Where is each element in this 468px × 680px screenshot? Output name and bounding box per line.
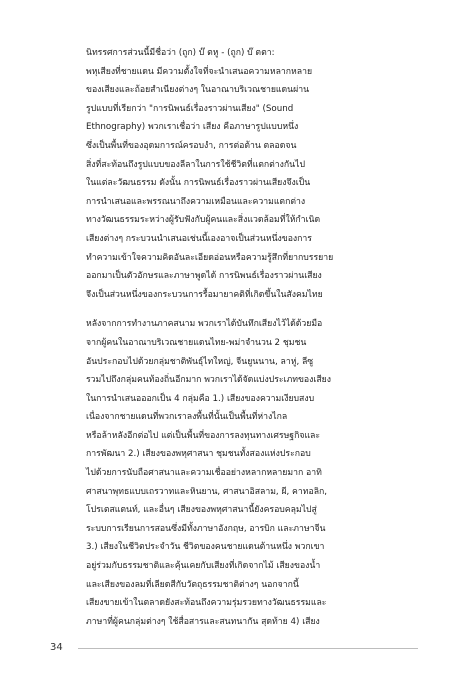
text-line: นิทรรศการส่วนนี้มีชื่อว่า (ถูก) บ๊ ตหู - (ถูก) บ๊ ตตา: bbox=[86, 48, 275, 58]
text-line: ออกมาเป็นตัวอักษรและภาษาพูดได้ การนิพนธ์เรื่องราวผ่านเสียง bbox=[86, 271, 322, 282]
text-line: อยู่ร่วมกับธรรมชาติและคุ้นเคยกับเสียงที่เกิดจากไม้ เสียงของน้ำ bbox=[86, 561, 321, 572]
footer-rule bbox=[78, 648, 418, 649]
text-line: อันประกอบไปด้วยกลุ่มชาติพันธุ์ไทใหญ่, จีนยูนนาน, ลาหู่, ลีซู bbox=[86, 356, 314, 367]
page-footer bbox=[50, 642, 418, 656]
text-line: เสียงขายเข้าในตลาดยังสะท้อนถึงความรุ่มรวยทางวัฒนธรรมและ bbox=[86, 598, 327, 609]
text-line: ทางวัฒนธรรมระหว่างผู้รับฟังกับผู้คนและสิ่งแวดล้อมที่ให้กำเนิด bbox=[86, 215, 321, 226]
text-line: จากผู้คนในอาณาบริเวณชายแดนไทย-พม่าจำนวน 2 ชุมชน bbox=[86, 337, 307, 348]
text-line: ในแต่ละวัฒนธรรม ดังนั้น การนิพนธ์เรื่องราวผ่านเสียงจึงเป็น bbox=[86, 178, 311, 189]
text-line: เสียงต่างๆ กระบวนนำเสนอเช่นนี้เองอาจเป็นส่วนหนึ่งของการ bbox=[86, 233, 312, 244]
text-line: ไปด้วยการนับถือศาสนาและความเชื่ออย่างหลากหลายมาก อาทิ bbox=[86, 468, 322, 479]
text-line: ระบบการเรียนการสอนซึ่งมีทั้งภาษาอังกฤษ, อารบิก และภาษาจีน bbox=[86, 523, 326, 534]
body-text bbox=[64, 44, 416, 631]
text-line: พหุเสียงที่ชายแดน มีความตั้งใจที่จะนำเสนอความหลากหลาย bbox=[86, 66, 313, 77]
text-line: รูปแบบที่เรียกว่า "การนิพนธ์เรื่องราวผ่านเสียง" (Sound bbox=[86, 103, 294, 114]
text-line: ทำความเข้าใจความคิดอันละเอียดอ่อนหรือความรู้สึกที่ยากบรรยาย bbox=[86, 252, 334, 263]
text-line: โปรเตสแตนท์, และอื่นๆ เสียงของพหุศาสนานี้ยังครอบคลุมไปสู่ bbox=[86, 505, 317, 516]
text-line: สิ่งที่สะท้อนถึงรูปแบบของลีลาในการใช้ชีวิตที่แตกต่างกันไป bbox=[86, 159, 305, 170]
text-line: ศาสนาพุทธแบบเถรวาทและหินยาน, ศาสนาอิสลาม, ผี, คาทอลิก, bbox=[86, 486, 328, 497]
text-line: ของเสียงและถ้อยสำเนียงต่างๆ ในอาณาบริเวณชายแดนผ่าน bbox=[86, 85, 310, 96]
text-line: รวมไปถึงกลุ่มคนท้องถิ่นอีกมาก พวกเราได้จัดแบ่งประเภทของเสียง bbox=[86, 375, 331, 386]
text-line: Ethnography) พวกเราเชื่อว่า เสียง คือภาษารูปแบบหนึ่ง bbox=[86, 122, 299, 133]
text-line: เนื่องจากชายแดนที่พวกเราลงพื้นที่นั้นเป็นพื้นที่ห่างไกล bbox=[86, 412, 288, 423]
text-line: การนำเสนอและพรรณนาถึงความเหมือนและความแตกต่าง bbox=[86, 196, 306, 207]
text-line: ซึ่งเป็นพื้นที่ของอุดมการณ์ครอบงำ, การต่อต้าน ตลอดจน bbox=[86, 140, 297, 151]
page-number: 34 bbox=[50, 642, 63, 653]
text-line: หลังจากการทำงานภาคสนาม พวกเราได้บันทึกเสียงไว้ได้ด้วยมือ bbox=[86, 319, 323, 330]
text-line: และเสียงของลมที่เลียดสีกับวัตถุธรรมชาติต่างๆ นอกจากนี้ bbox=[86, 579, 299, 590]
text-line: การพัฒนา 2.) เสียงของพหุศาสนา ชุมชนทั้งสองแห่งประกอบ bbox=[86, 449, 311, 460]
paragraph-fieldwork bbox=[64, 315, 416, 631]
paragraph-intro bbox=[64, 44, 416, 304]
text-line: ภาษาที่ผู้คนกลุ่มต่างๆ ใช้สื่อสารและสนทนากัน สุดท้าย 4) เสียง bbox=[86, 616, 320, 627]
text-line: ในการนำเสนอออกเป็น 4 กลุ่มคือ 1.) เสียงของความเงียบสงบ bbox=[86, 393, 315, 404]
text-line: 3.) เสียงในชีวิตประจำวัน ชีวิตของคนชายแดนต้านหนึ่ง พวกเขา bbox=[86, 542, 325, 553]
text-line: จึงเป็นส่วนหนึ่งของกระบวนการรื้อมายาคติที่เกิดขึ้นในสังคมไทย bbox=[86, 289, 323, 300]
text-line: หรือล้าหลังอีกต่อไป แต่เป็นพื้นที่ของการลงทุนทางเศรษฐกิจและ bbox=[86, 430, 321, 441]
